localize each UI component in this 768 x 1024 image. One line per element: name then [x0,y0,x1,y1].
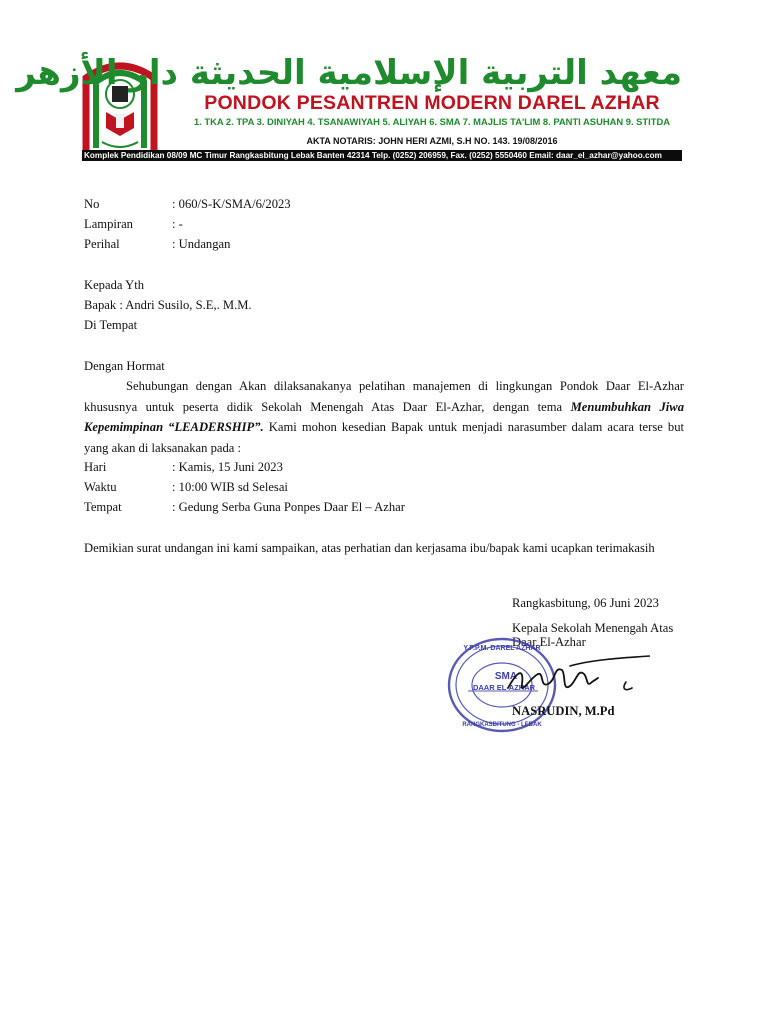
notary-deed: AKTA NOTARIS: JOHN HERI AZMI, S.H NO. 143. 19/08/2016 [306,136,558,146]
body-text-b: Kami mohon kesedian Bapak untuk menjadi narasumber dalam acara terse but yang akan di laksanakan pada : [84,420,685,455]
institution-title: PONDOK PESANTREN MODERN DAREL AZHAR [204,92,660,114]
perihal-value: : Undangan [172,237,231,251]
hari-value: : Kamis, 15 Juni 2023 [172,460,283,474]
letterhead [16,52,682,162]
signer-institution: Daar El-Azhar [512,635,586,649]
lampiran-value: : - [172,217,183,231]
svg-text:DAAR EL-AZHAR: DAAR EL-AZHAR [472,683,536,692]
no-label: No [84,197,100,211]
waktu-value: : 10:00 WIB sd Selesai [172,480,288,494]
svg-text:RANGKASBITUNG - LEBAK: RANGKASBITUNG - LEBAK [462,722,542,728]
body-paragraph [84,376,684,458]
arabic-institution-name: معهد التربية الإسلامية الحديثة دار الأزهر [16,53,682,93]
perihal-label: Perihal [84,237,120,251]
svg-text:Y.P.P.M. DAREL AZHAR: Y.P.P.M. DAREL AZHAR [463,645,541,652]
no-value: : 060/S-K/SMA/6/2023 [172,197,291,211]
recipient-place: Di Tempat [84,318,138,332]
waktu-label: Waktu [84,480,117,494]
signer-name: NASRUDIN, M.Pd [512,704,615,718]
address-bar: Komplek Pendidikan 08/09 MC Timur Rangkasbitung Lebak Banten 42314 Telp. (0252) 206959, Fax. (0252) 5550460 Email: daar_el_azhar@yahoo.com [82,150,682,161]
svg-text:SMA: SMA [494,671,518,682]
tempat-value: : Gedung Serba Guna Ponpes Daar El – Azhar [172,500,405,514]
body-text-a: Sehubungan dengan Akan dilaksanakanya pelatihan manajemen di lingkungan Pondok Daar El-Azhar khususnya untuk peserta didik Sekolah Menengah Atas Daar El-Azhar, dengan tema [84,379,684,414]
institution-units: 1. TKA 2. TPA 3. DINIYAH 4. TSANAWIYAH 5. ALIYAH 6. SMA 7. MAJLIS TA'LIM 8. PANTI ASUHAN 9. STITDA [193,116,671,127]
event-theme: Menumbuhkan Jiwa Kepemimpinan “LEADERSHIP”. [84,399,684,434]
hari-label: Hari [84,460,107,474]
recipient-name: Bapak : Andri Susilo, S.E,. M.M. [84,298,252,312]
greeting: Dengan Hormat [84,359,165,373]
signer-position: Kepala Sekolah Menengah Atas [512,621,674,635]
recipient-line-1: Kepada Yth [84,278,145,292]
place-date: Rangkasbitung, 06 Juni 2023 [512,596,659,610]
lampiran-label: Lampiran [84,217,133,231]
handwritten-signature [500,648,650,706]
tempat-label: Tempat [84,500,122,514]
closing-sentence: Demikian surat undangan ini kami sampaikan, atas perhatian dan kerjasama ibu/bapak kami ucapkan terimakasih [84,541,655,555]
